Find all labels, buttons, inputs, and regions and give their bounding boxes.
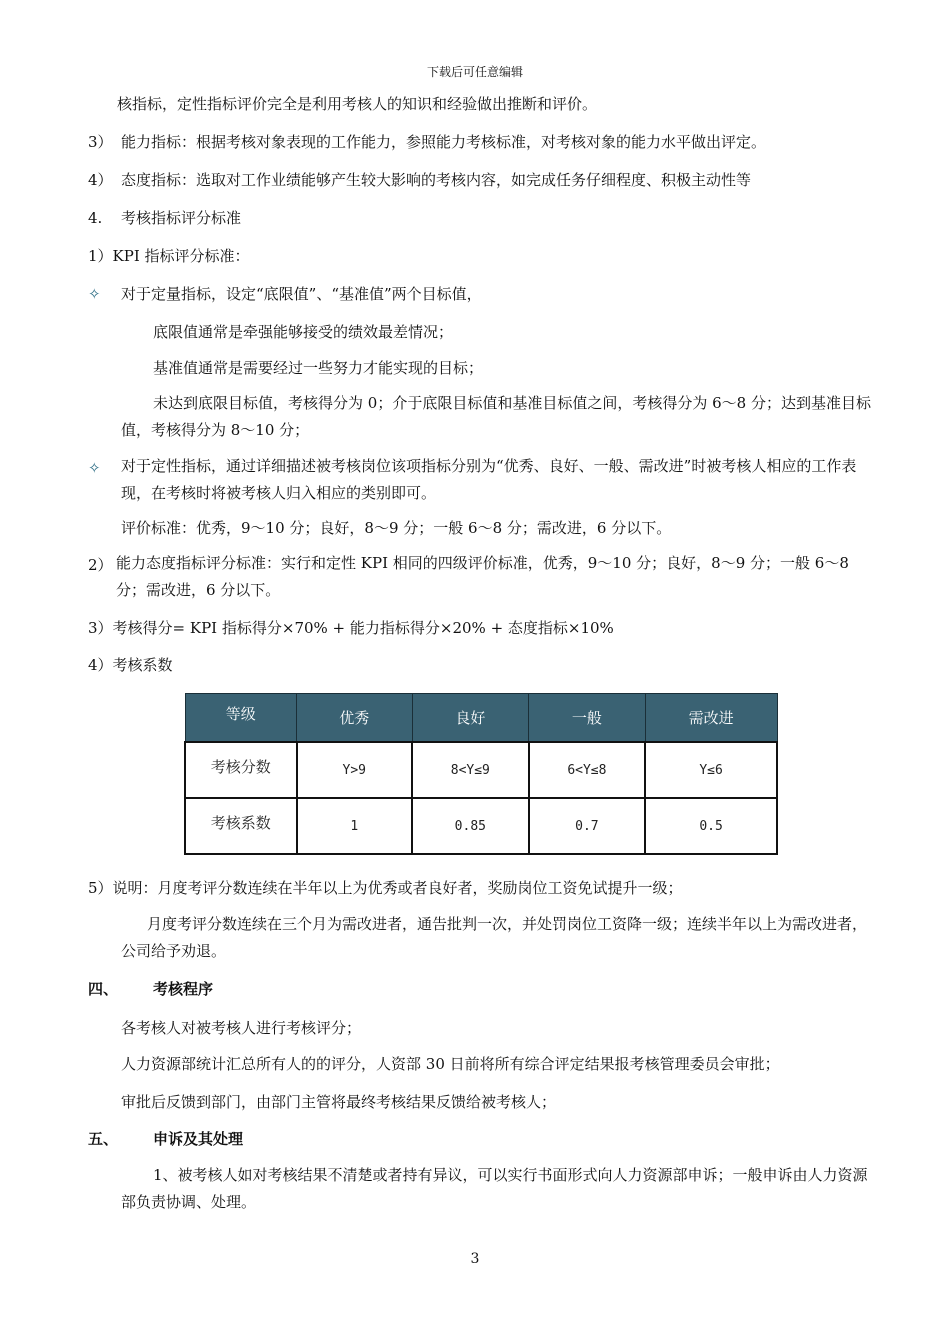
list-number: 3） — [88, 133, 113, 151]
table-cell: Y≤6 — [645, 742, 777, 798]
table-row-label: 考核分数 — [185, 742, 297, 798]
paragraph-line: 5）说明：月度考评分数连续在半年以上为优秀或者良好者，奖励岗位工资免试提升一级； — [88, 879, 683, 897]
table-row — [185, 798, 777, 854]
paragraph-line: 人力资源部统计汇总所有人的的评分，人资部 30 日前将所有综合评定结果报考核管理委员会审批； — [121, 1055, 780, 1073]
paragraph-line: 核指标，定性指标评价完全是利用考核人的知识和经验做出推断和评价。 — [117, 95, 598, 113]
table-row — [185, 742, 777, 798]
page-number: 3 — [470, 1251, 480, 1267]
paragraph-line: 评价标准：优秀，9～10 分；良好，8～9 分；一般 6～8 分；需改进，6 分以下。 — [121, 519, 672, 537]
paragraph: 未达到底限目标值，考核得分为 0；介于底限目标值和基准目标值之间，考核得分为 6～8 分；达到基准目标值，考核得分为 8～10 分； — [121, 394, 871, 439]
table-header-cell: 良好 — [412, 694, 529, 743]
table-header-cell: 需改进 — [645, 694, 777, 743]
paragraph: 1、被考核人如对考核结果不清楚或者持有异议，可以实行书面形式向人力资源部申诉；一般申诉由人力资源部负责协调、处理。 — [121, 1166, 868, 1211]
section-title: 申诉及其处理 — [153, 1130, 244, 1148]
paragraph-line: 4）考核系数 — [88, 656, 173, 674]
paragraph: 月度考评分数连续在三个月为需改进者，通告批判一次，并处罚岗位工资降一级；连续半年以上为需改进者，公司给予劝退。 — [121, 915, 868, 960]
diamond-outline-icon: ✧ — [88, 285, 101, 303]
paragraph-line: 各考核人对被考核人进行考核评分； — [121, 1019, 362, 1037]
paragraph-line: 态度指标：选取对工作业绩能够产生较大影响的考核内容，如完成任务仔细程度、积极主动性等 — [121, 171, 752, 189]
page-header: 下载后可任意编辑 — [426, 65, 523, 79]
table-cell: 0.5 — [645, 798, 777, 854]
subsection-title: 考核指标评分标准 — [121, 209, 242, 227]
paragraph: 能力态度指标评分标准：实行和定性 KPI 相同的四级评价标准，优秀，9～10 分；良好，8～9 分；一般 6～8 分；需改进，6 分以下。 — [116, 554, 849, 599]
formula-line: 3）考核得分= KPI 指标得分×70% + 能力指标得分×20% + 态度指标×10% — [88, 619, 614, 637]
table-cell: 0.85 — [412, 798, 529, 854]
paragraph-line: 审批后反馈到部门，由部门主管将最终考核结果反馈给被考核人； — [121, 1093, 557, 1111]
paragraph-line: 对于定量指标，设定“底限值”、“基准值”两个目标值， — [121, 285, 482, 303]
paragraph-line: 能力指标：根据考核对象表现的工作能力，参照能力考核标准，对考核对象的能力水平做出评定。 — [121, 133, 767, 151]
paragraph-line: 1）KPI 指标评分标准： — [88, 247, 250, 265]
table-cell: 8<Y≤9 — [412, 742, 529, 798]
table-cell: 0.7 — [529, 798, 646, 854]
paragraph: 对于定性指标，通过详细描述被考核岗位该项指标分别为“优秀、良好、一般、需改进”时被考核人相应的工作表现，在考核时将被考核人归入相应的类别即可。 — [121, 457, 857, 502]
table-row-label: 考核系数 — [185, 798, 297, 854]
table-cell: Y>9 — [297, 742, 413, 798]
paragraph-line: 底限值通常是牵强能够接受的绩效最差情况； — [153, 323, 454, 341]
list-number: 4） — [88, 171, 113, 189]
list-number: 4. — [88, 209, 103, 227]
table-header-row — [185, 694, 777, 743]
table-cell: 1 — [297, 798, 413, 854]
table-header-cell: 一般 — [529, 694, 646, 743]
coefficient-table — [184, 693, 778, 855]
paragraph-line: 基准值通常是需要经过一些努力才能实现的目标； — [153, 359, 484, 377]
list-number: 2） — [88, 556, 113, 574]
table-cell: 6<Y≤8 — [529, 742, 646, 798]
section-number: 四、 — [88, 980, 119, 998]
diamond-outline-icon: ✧ — [88, 459, 101, 477]
table-header-cell: 优秀 — [297, 694, 413, 743]
table-header-cell: 等级 — [185, 694, 297, 743]
section-number: 五、 — [88, 1130, 119, 1148]
section-title: 考核程序 — [153, 980, 214, 998]
